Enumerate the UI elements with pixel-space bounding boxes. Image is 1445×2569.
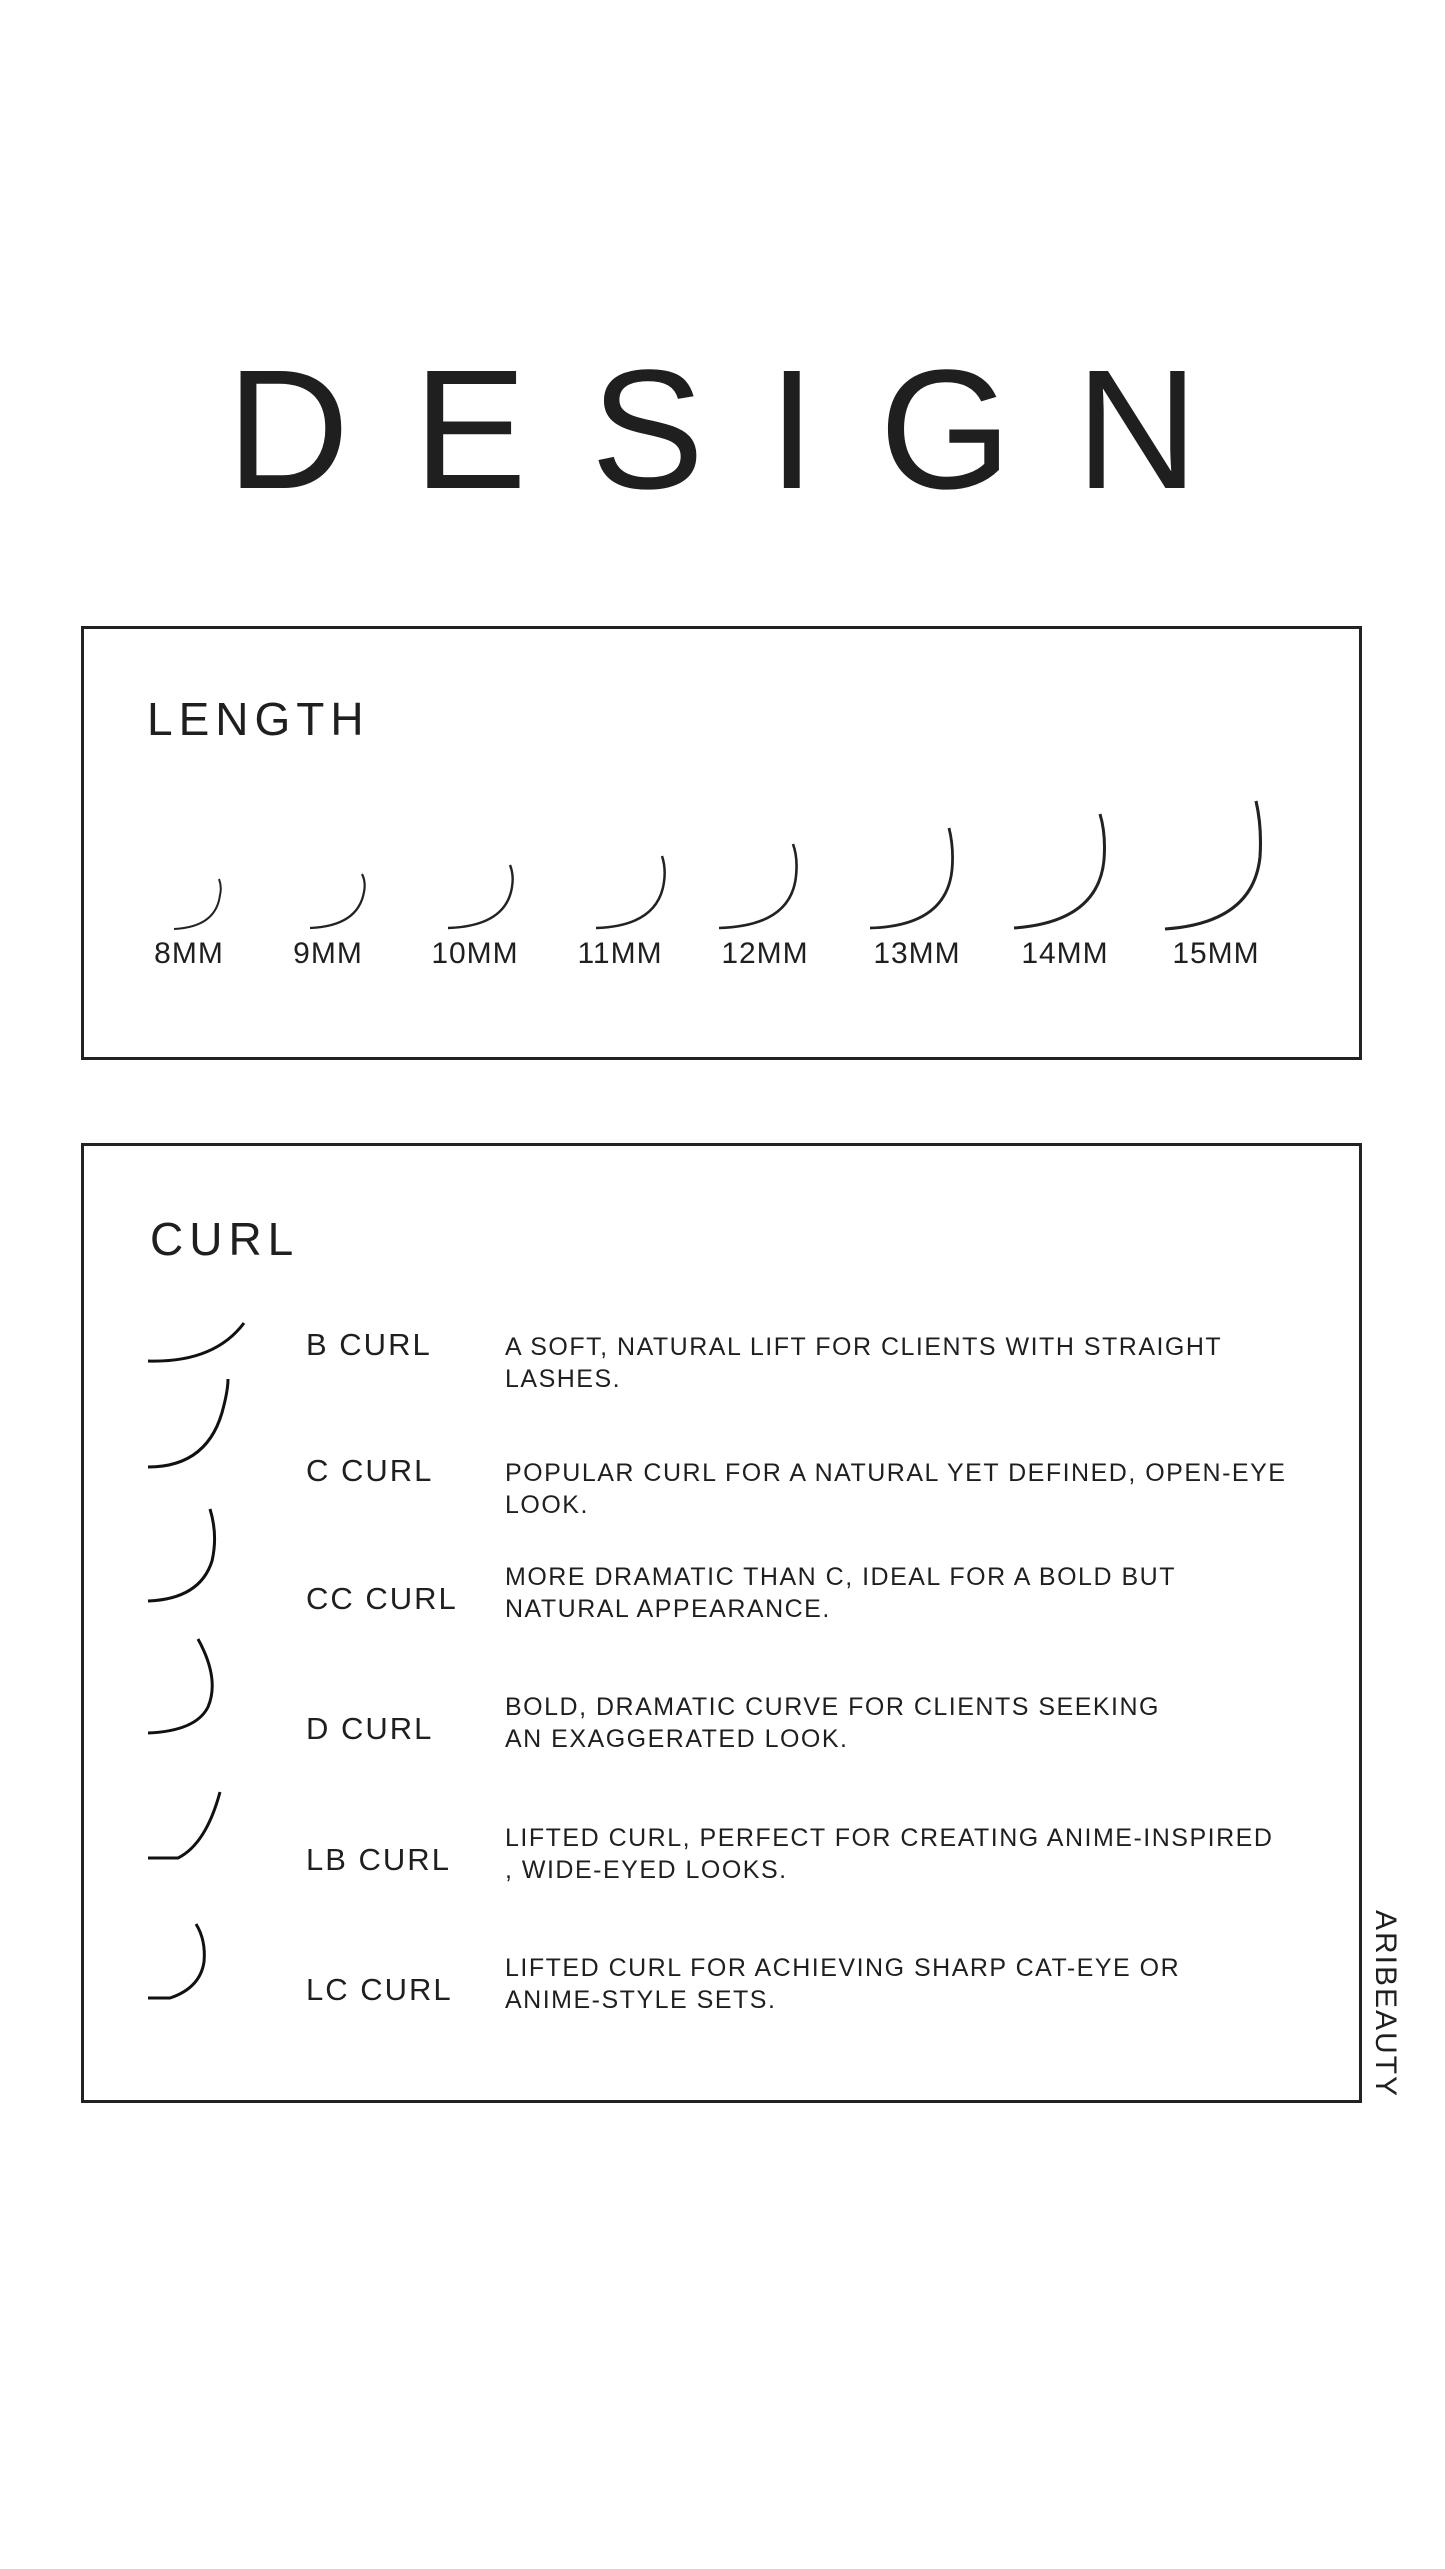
curl-description-line: AN EXAGGERATED LOOK. — [505, 1725, 849, 1753]
lash-14mm-icon — [1010, 794, 1120, 934]
curl-description — [505, 1691, 1325, 1755]
curl-description — [505, 1822, 1325, 1886]
lash-15mm-icon — [1161, 787, 1276, 935]
curl-name: D CURL — [306, 1711, 434, 1746]
lb-curl-lash-icon — [144, 1784, 244, 1864]
curl-name: CC CURL — [306, 1581, 458, 1616]
curl-description — [505, 1331, 1325, 1395]
curl-description — [505, 1457, 1325, 1521]
length-heading: LENGTH — [147, 693, 370, 745]
curl-name: LB CURL — [306, 1842, 451, 1877]
length-label-9mm: 9MM — [293, 937, 363, 970]
curl-description-line: LIFTED CURL, PERFECT FOR CREATING ANIME-INSPIRED — [505, 1824, 1274, 1852]
curl-name: LC CURL — [306, 1972, 453, 2007]
length-label-13mm: 13MM — [873, 937, 961, 970]
curl-description — [505, 1561, 1325, 1625]
curl-row-d — [84, 1671, 1359, 1781]
curl-description-line: MORE DRAMATIC THAN C, IDEAL FOR A BOLD BUT — [505, 1563, 1176, 1591]
curl-description — [505, 1952, 1325, 2016]
length-panel — [81, 626, 1362, 1060]
lash-8mm-icon — [170, 839, 230, 934]
lash-11mm-icon — [592, 824, 677, 934]
curl-description-line: NATURAL APPEARANCE. — [505, 1595, 831, 1623]
curl-description-line: A SOFT, NATURAL LIFT FOR CLIENTS WITH STRAIGHT LASHES. — [505, 1333, 1222, 1393]
length-label-8mm: 8MM — [154, 937, 224, 970]
length-label-15mm: 15MM — [1172, 937, 1260, 970]
curl-heading: CURL — [150, 1213, 300, 1265]
lash-10mm-icon — [444, 829, 524, 934]
curl-row-cc — [84, 1541, 1359, 1651]
curl-row-c — [84, 1411, 1359, 1521]
length-label-12mm: 12MM — [721, 937, 809, 970]
lash-13mm-icon — [866, 804, 966, 934]
curl-description-line: ANIME-STYLE SETS. — [505, 1986, 777, 2014]
length-label-14mm: 14MM — [1021, 937, 1109, 970]
curl-name: B CURL — [306, 1327, 432, 1362]
length-label-10mm: 10MM — [431, 937, 519, 970]
c-curl-lash-icon — [144, 1375, 244, 1475]
curl-description-line: BOLD, DRAMATIC CURVE FOR CLIENTS SEEKING — [505, 1693, 1161, 1721]
page-title: DESIGN — [226, 335, 1263, 525]
cc-curl-lash-icon — [144, 1503, 244, 1608]
curl-description-line: POPULAR CURL FOR A NATURAL YET DEFINED, OPEN-EYE LOOK. — [505, 1459, 1287, 1519]
d-curl-lash-icon — [144, 1635, 244, 1740]
curl-row-lb — [84, 1806, 1359, 1916]
curl-description-line: LIFTED CURL FOR ACHIEVING SHARP CAT-EYE OR — [505, 1954, 1181, 1982]
lash-12mm-icon — [715, 814, 810, 934]
length-label-11mm: 11MM — [577, 937, 663, 970]
curl-description-line: , WIDE-EYED LOOKS. — [505, 1856, 788, 1884]
lc-curl-lash-icon — [144, 1908, 244, 2008]
lash-9mm-icon — [306, 834, 376, 934]
curl-row-lc — [84, 1936, 1359, 2046]
curl-name: C CURL — [306, 1453, 434, 1488]
curl-panel — [81, 1143, 1362, 2103]
brand-vertical-text: ARIBEAUTY — [1369, 1910, 1402, 2099]
b-curl-lash-icon — [144, 1313, 254, 1373]
